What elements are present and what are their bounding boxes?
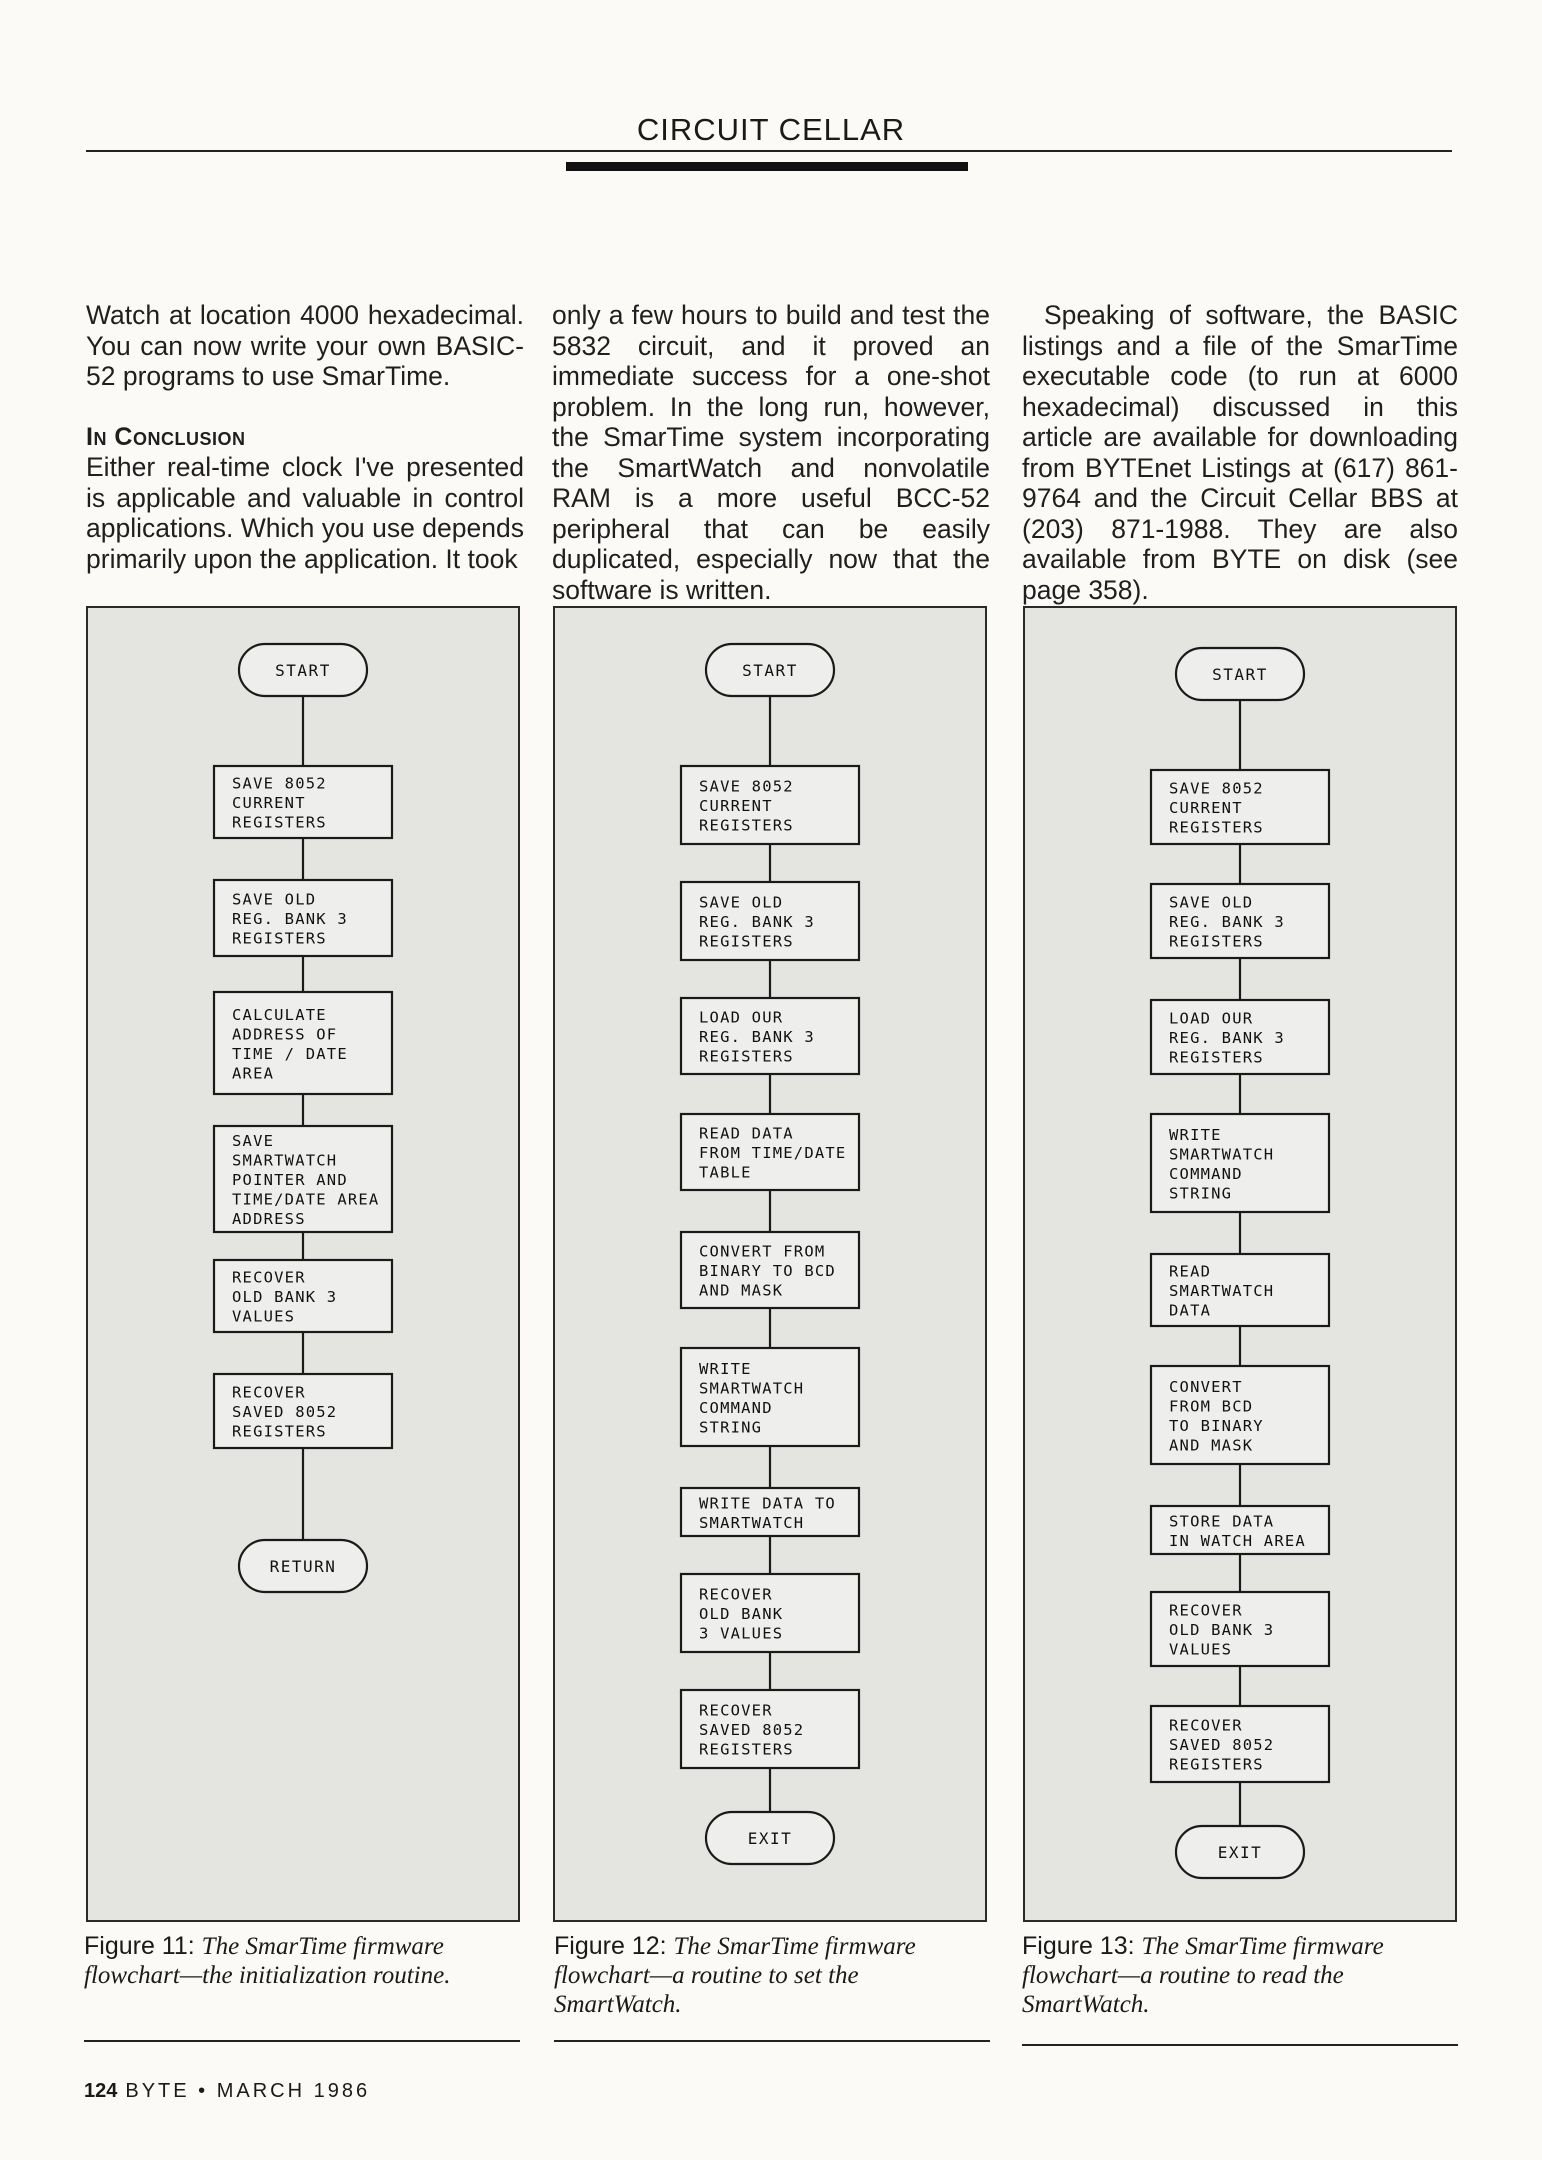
process-box-label: SAVE OLD REG. BANK 3 REGISTERS <box>699 893 815 951</box>
figure-11-rule <box>84 2040 520 2042</box>
process-box-label: SAVE SMARTWATCH POINTER AND TIME/DATE AREA ADDRESS <box>232 1132 380 1228</box>
process-box-label: SAVE OLD REG. BANK 3 REGISTERS <box>232 890 348 948</box>
header-rule <box>86 150 1452 152</box>
start-label: START <box>742 661 798 680</box>
process-box-label: LOAD OUR REG. BANK 3 REGISTERS <box>1169 1009 1285 1067</box>
figure-12-caption <box>554 1932 990 2019</box>
figure-11-caption-text: The SmarTime firmware flowchart—the initialization routine. <box>84 1933 451 1989</box>
end-label: EXIT <box>747 1829 793 1848</box>
process-box-label: LOAD OUR REG. BANK 3 REGISTERS <box>699 1008 815 1066</box>
process-box-label: WRITE SMARTWATCH COMMAND STRING <box>1169 1125 1275 1203</box>
figure-12-caption-text: The SmarTime firmware flowchart—a routine to set the SmartWatch. <box>554 1933 916 2018</box>
process-box-label: CALCULATE ADDRESS OF TIME / DATE AREA <box>232 1005 348 1083</box>
figure-13-rule <box>1022 2044 1458 2046</box>
start-label: START <box>275 661 331 680</box>
column-3-paragraph-1: Speaking of software, the BASIC listings and a file of the SmarTime executable code (to run at 6000 hexadecimal) discussed in this article are available for downloading from BYTEnet Listings at (617) 861-9764 and the Circuit Cellar BBS at (203) 871-1988. They are also available from BYTE on disk (see page 358). <box>1022 300 1458 605</box>
publication-line: BYTE • MARCH 1986 <box>125 2080 371 2102</box>
end-label: EXIT <box>1217 1843 1263 1862</box>
process-box-label: RECOVER SAVED 8052 REGISTERS <box>232 1383 338 1441</box>
figure-11-panel <box>86 606 520 1922</box>
column-1-paragraph-1: Watch at location 4000 hexadecimal. You can now write your own BASIC-52 programs to use SmarTime. <box>86 300 524 391</box>
figure-12-flowchart <box>555 608 985 1920</box>
process-box-label: RECOVER OLD BANK 3 VALUES <box>232 1268 338 1326</box>
header-bar <box>566 162 968 171</box>
figure-13-caption <box>1022 1932 1458 2019</box>
figure-12-panel <box>553 606 987 1922</box>
figure-11-label: Figure 11: <box>84 1932 195 1960</box>
process-box-label: WRITE DATA TO SMARTWATCH <box>699 1494 836 1532</box>
process-box-label: READ SMARTWATCH DATA <box>1169 1262 1275 1320</box>
figure-11-caption <box>84 1932 520 1990</box>
start-label: START <box>1212 665 1268 684</box>
column-2-paragraph-1: only a few hours to build and test the 5832 circuit, and it proved an immediate success for a one-shot problem. In the long run, however, the SmarTime system incorporating the SmartWatch and nonvolatile RAM is a more useful BCC-52 peripheral that can be easily duplicated, especially now that the software is written. <box>552 300 990 605</box>
process-box-label: STORE DATA IN WATCH AREA <box>1169 1512 1306 1550</box>
end-label: RETURN <box>269 1557 337 1576</box>
process-box-label: RECOVER OLD BANK 3 VALUES <box>1169 1601 1275 1659</box>
figure-12-label: Figure 12: <box>554 1932 667 1960</box>
process-box-label: RECOVER OLD BANK 3 VALUES <box>699 1585 784 1643</box>
process-box-label: RECOVER SAVED 8052 REGISTERS <box>699 1701 805 1759</box>
text-column-1 <box>86 300 524 574</box>
figure-13-flowchart <box>1025 608 1455 1920</box>
process-box-label: CONVERT FROM BINARY TO BCD AND MASK <box>699 1242 836 1300</box>
process-box-label: READ DATA FROM TIME/DATE TABLE <box>699 1124 847 1182</box>
section-heading: In Conclusion <box>86 422 246 451</box>
process-box-label: SAVE 8052 CURRENT REGISTERS <box>1169 779 1264 837</box>
process-box-label: SAVE 8052 CURRENT REGISTERS <box>699 777 794 835</box>
figure-12-rule <box>554 2040 990 2042</box>
figure-13-panel <box>1023 606 1457 1922</box>
text-column-3 <box>1022 300 1458 605</box>
page-footer <box>84 2080 370 2103</box>
process-box-label: SAVE 8052 CURRENT REGISTERS <box>232 774 327 832</box>
page-number: 124 <box>84 2080 118 2102</box>
text-column-2 <box>552 300 990 605</box>
process-box-label: CONVERT FROM BCD TO BINARY AND MASK <box>1169 1377 1264 1455</box>
figure-11-flowchart <box>88 608 518 1920</box>
figure-13-caption-text: The SmarTime firmware flowchart—a routine to read the SmartWatch. <box>1022 1933 1384 2018</box>
process-box-label: RECOVER SAVED 8052 REGISTERS <box>1169 1716 1275 1774</box>
column-1-paragraph-2: Either real-time clock I've presented is applicable and valuable in control applications. Which you use depends primarily upon the application. It took <box>86 452 524 574</box>
process-box-label: SAVE OLD REG. BANK 3 REGISTERS <box>1169 893 1285 951</box>
running-header: CIRCUIT CELLAR <box>636 112 906 147</box>
figure-13-label: Figure 13: <box>1022 1932 1135 1960</box>
process-box-label: WRITE SMARTWATCH COMMAND STRING <box>699 1359 805 1437</box>
